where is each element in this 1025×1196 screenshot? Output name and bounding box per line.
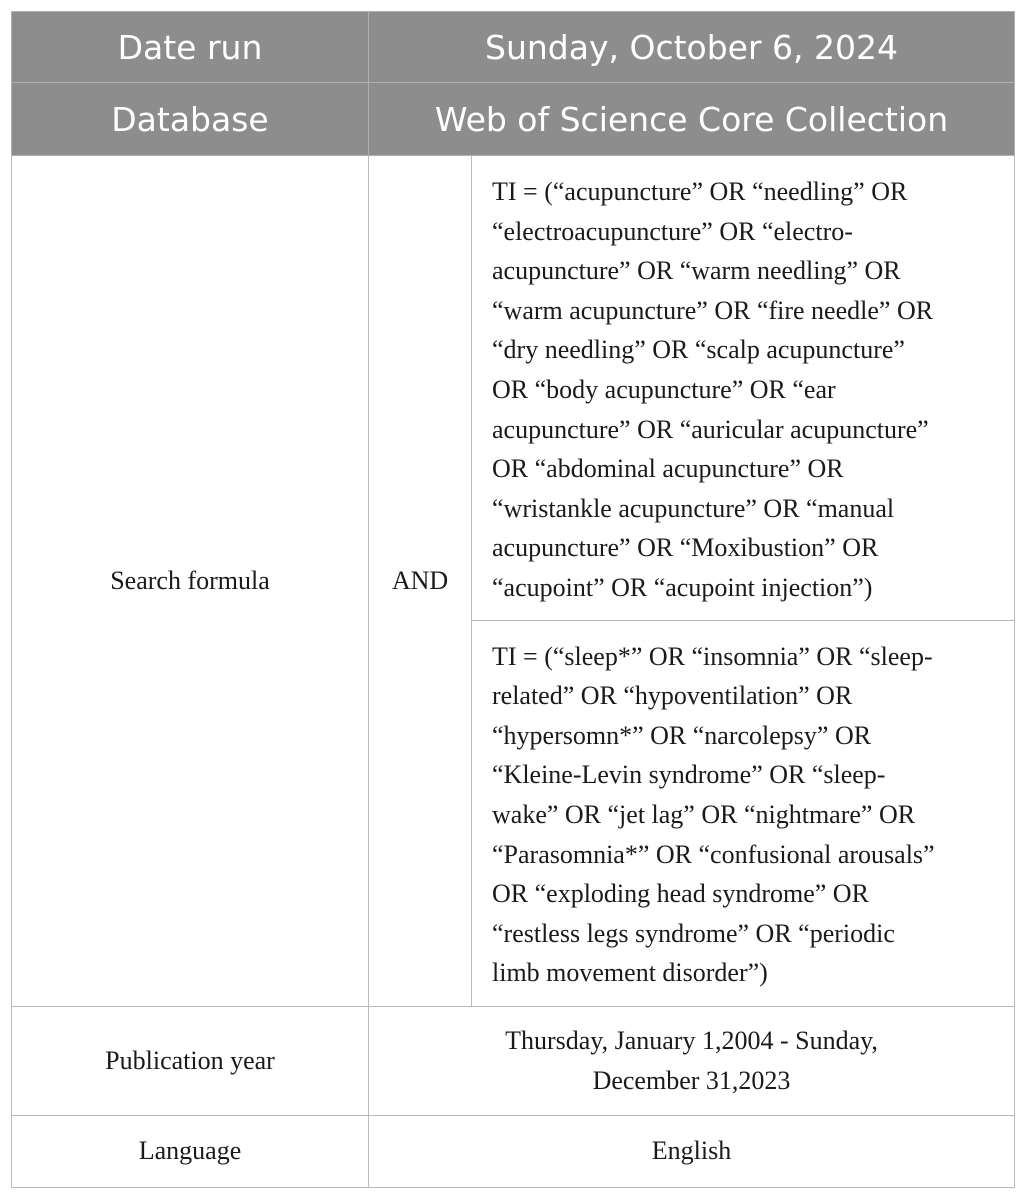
date-run-value: Sunday, October 6, 2024 [369,12,1015,83]
language-value: English [369,1115,1015,1187]
search-formula-label: Search formula [12,156,369,1007]
language-row [12,1115,1015,1187]
search-term-2-line: limb movement disorder”) [492,958,768,988]
search-term-1-line: “warm acupuncture” OR “fire needle” OR [492,295,934,325]
header-row-database [12,83,1015,156]
publication-year-value [369,1006,1015,1115]
search-term-2-line: related” OR “hypoventilation” OR [492,681,853,711]
search-term-1-line: OR “abdominal acupuncture” OR [492,454,844,484]
publication-year-row [12,1006,1015,1115]
search-term-1-line: OR “body acupuncture” OR “ear [492,374,836,404]
search-term-2-line: “Parasomnia*” OR “confusional arousals” [492,839,935,869]
search-operator: AND [369,156,472,1007]
search-term-1-line: acupuncture” OR “auricular acupuncture” [492,414,929,444]
search-term-2-line: “restless legs syndrome” OR “periodic [492,918,895,948]
publication-year-label: Publication year [12,1006,369,1115]
search-term-1-line: acupuncture” OR “warm needling” OR [492,256,901,286]
search-term-1-line: “acupoint” OR “acupoint injection”) [492,572,873,602]
search-term-1-line: “electroacupuncture” OR “electro- [492,216,853,246]
publication-year-line: Thursday, January 1,2004 - Sunday, [505,1025,878,1055]
search-term-1-line: “dry needling” OR “scalp acupuncture” [492,335,905,365]
date-run-label: Date run [12,12,369,83]
database-value: Web of Science Core Collection [369,83,1015,156]
search-term-2-line: OR “exploding head syndrome” OR [492,879,869,909]
search-strategy-table [11,11,1015,1188]
search-term-2 [472,620,1015,1006]
search-term-2-line: “Kleine-Levin syndrome” OR “sleep- [492,760,886,790]
search-term-2-line: “hypersomn*” OR “narcolepsy” OR [492,720,872,750]
search-term-1 [472,156,1015,621]
search-term-2-line: TI = (“sleep*” OR “insomnia” OR “sleep- [492,641,933,671]
publication-year-line: December 31,2023 [592,1065,791,1095]
search-formula-row-1 [12,156,1015,621]
search-term-1-line: TI = (“acupuncture” OR “needling” OR [492,177,908,206]
database-label: Database [12,83,369,156]
search-term-1-line: acupuncture” OR “Moxibustion” OR [492,533,879,563]
header-row-date-run [12,12,1015,83]
search-term-2-line: wake” OR “jet lag” OR “nightmare” OR [492,799,916,829]
search-term-1-line: “wristankle acupuncture” OR “manual [492,493,895,523]
language-label: Language [12,1115,369,1187]
